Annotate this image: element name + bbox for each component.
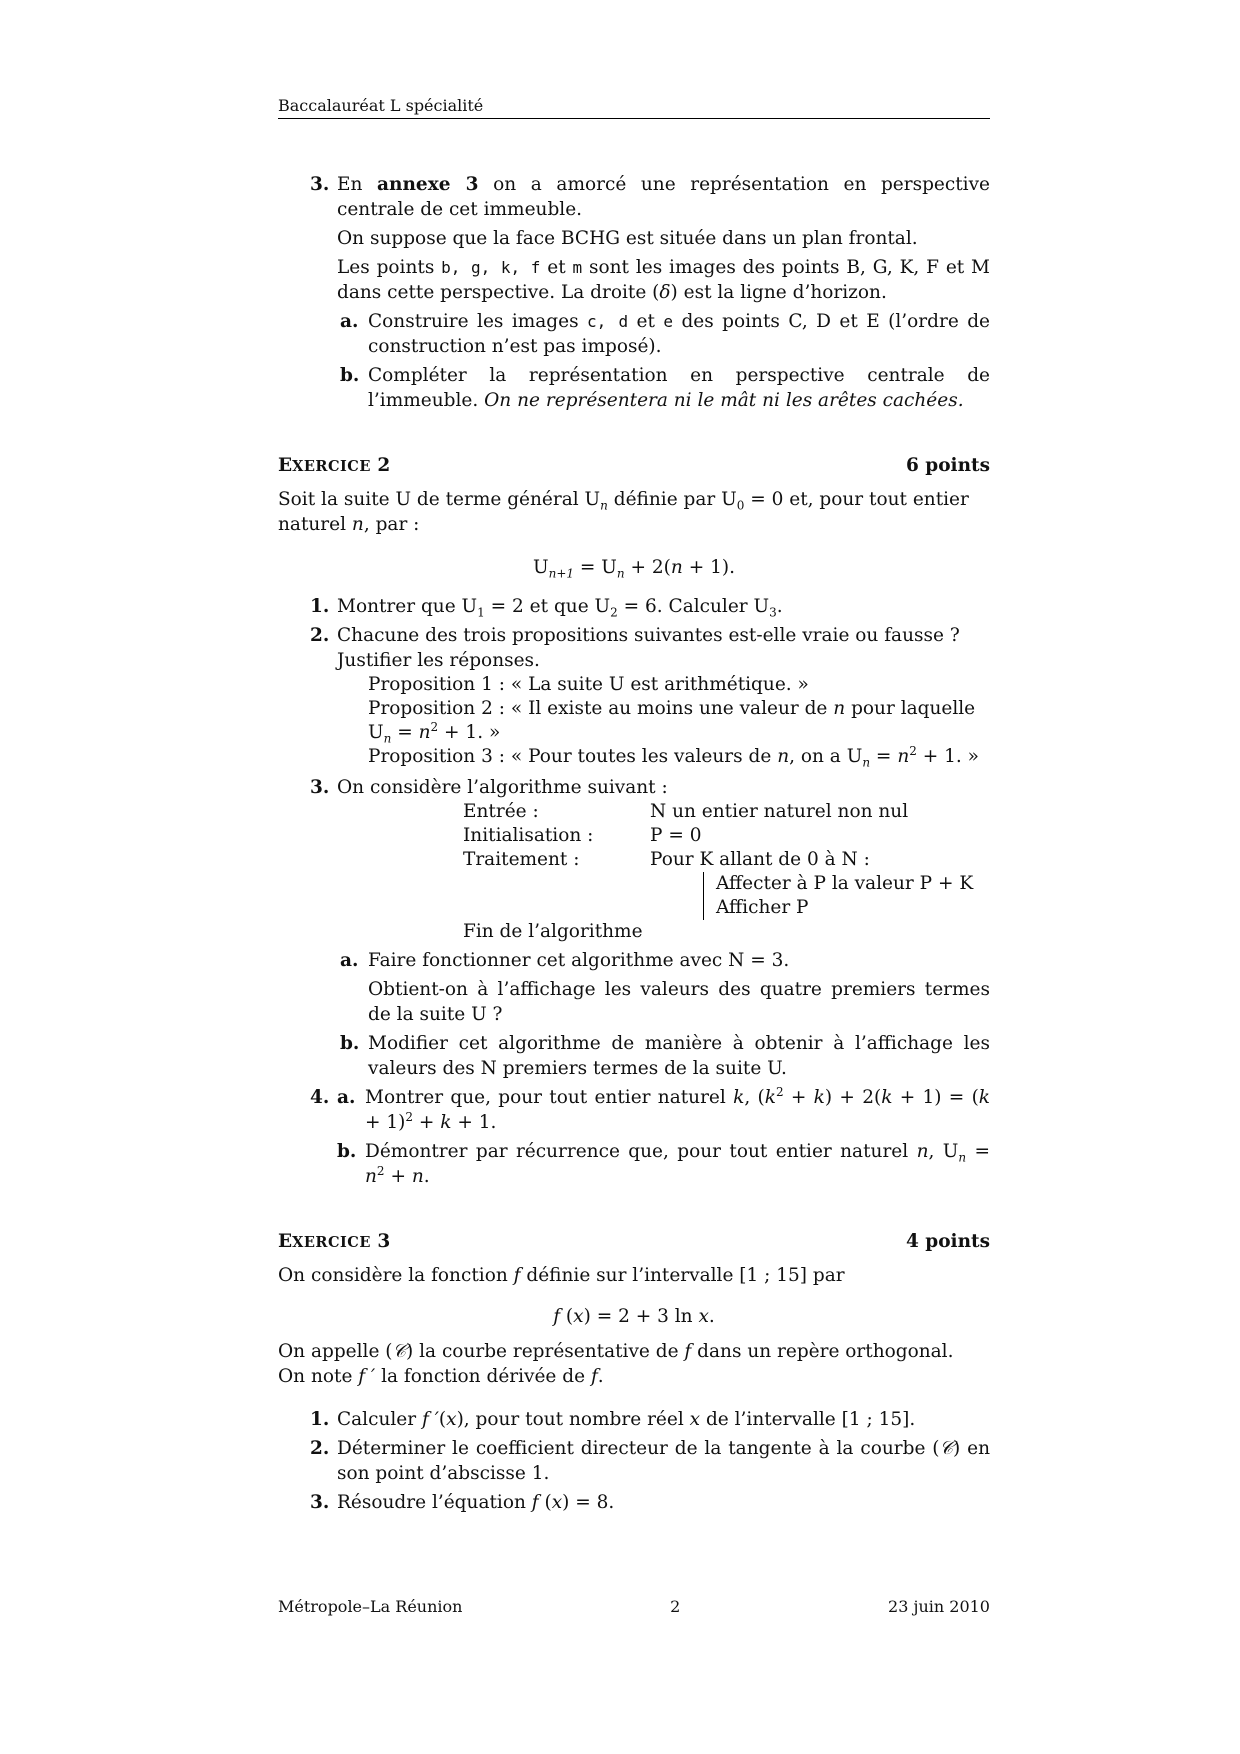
text: E: [278, 455, 293, 476]
math: + 1).: [682, 557, 735, 578]
ex1-q3: [310, 172, 990, 305]
text: Proposition 2 : « Il existe au moins une valeur de: [368, 698, 834, 719]
ex3-title: [278, 1229, 390, 1255]
ex1-q3-body: [337, 172, 990, 305]
text: E: [278, 1231, 293, 1252]
text: et: [628, 311, 664, 332]
math: n+1: [548, 566, 575, 581]
text: ) en son point d’abscisse 1.: [337, 1438, 990, 1484]
text: ) la courbe représentative de: [406, 1341, 685, 1362]
text: Résoudre l’équation: [337, 1492, 532, 1513]
algo-end: Fin de l’algorithme: [463, 921, 643, 942]
ex3-q2: [310, 1436, 990, 1486]
math: (: [560, 1306, 574, 1327]
ex3-function-formula: [278, 1304, 990, 1329]
ex3-q1: [310, 1407, 990, 1432]
math: n: [383, 731, 392, 746]
algo-input-row: [463, 800, 990, 824]
text: Chacune des trois propositions suivantes est-elle vraie ou fausse ?: [337, 625, 960, 646]
text: Justifier les réponses.: [337, 650, 540, 671]
algo-loop-line: Afficher P: [716, 897, 809, 918]
ex3-q3: [310, 1490, 990, 1515]
page-footer: [278, 1594, 990, 1619]
math: + 1): [365, 1112, 406, 1133]
text: Calculer: [337, 1409, 422, 1430]
text: Faire fonctionner cet algorithme avec N = 3.: [368, 950, 790, 971]
math: f: [684, 1341, 692, 1362]
math: n: [777, 746, 790, 767]
text: On appelle (: [278, 1341, 393, 1362]
math: n: [916, 1141, 929, 1162]
ex2-intro: [278, 487, 990, 537]
math: x: [551, 1492, 563, 1513]
text-italic: On ne représentera ni le mât ni les arêtes cachées.: [484, 390, 964, 411]
ex1-q3a-number: a.: [340, 311, 359, 332]
text: et: [540, 257, 573, 278]
ex2-q3-body: On considère l’algorithme suivant :: [337, 777, 668, 798]
ex1-q3-p1: [337, 172, 990, 222]
ex3-q2-number: 2.: [310, 1438, 330, 1459]
algo-init-row: [463, 824, 990, 848]
math: .: [423, 1166, 430, 1187]
math: k: [881, 1087, 893, 1108]
ex2-q4a-number: a.: [337, 1087, 356, 1108]
math: 2: [775, 1084, 784, 1099]
text: On considère la fonction: [278, 1265, 514, 1286]
ex3-q3-number: 3.: [310, 1492, 330, 1513]
ex2-q3b: [340, 1031, 990, 1081]
header-rule: [278, 118, 990, 119]
math: k: [440, 1112, 452, 1133]
ex1-q3b: [340, 363, 990, 413]
math: + 1.: [451, 1112, 497, 1133]
algo-label: Initialisation :: [463, 825, 594, 846]
text: Compléter la représentation en perspective centrale de l’immeuble.: [368, 365, 990, 411]
algo-value: N un entier naturel non nul: [650, 801, 909, 822]
algo-label: Traitement :: [463, 849, 580, 870]
ex2-q2-number: 2.: [310, 625, 330, 646]
algo-value: P = 0: [650, 825, 702, 846]
math-delta: δ: [659, 282, 671, 303]
text: ), pour tout nombre réel: [456, 1409, 690, 1430]
math: k: [764, 1087, 776, 1108]
math: n: [862, 755, 871, 770]
text: On note: [278, 1366, 359, 1387]
text: , par :: [363, 514, 420, 535]
math: n: [833, 698, 846, 719]
text: définie par U: [607, 489, 737, 510]
ex2-q4b-number: b.: [337, 1141, 357, 1162]
ex3-q1-number: 1.: [310, 1409, 330, 1430]
ex1-q3-number: 3.: [310, 174, 330, 195]
ex2-q4-body: [337, 1085, 990, 1189]
text: = 6. Calculer U: [617, 596, 770, 617]
math: +: [384, 1166, 412, 1187]
ex3-points: 4 points: [905, 1231, 990, 1252]
math: 2: [376, 1163, 385, 1178]
ex3-q1-body: [337, 1407, 990, 1432]
ex2-q3a: [340, 948, 990, 1027]
math: f: [531, 1492, 539, 1513]
text: la fonction dérivée de: [375, 1366, 591, 1387]
ex2-recurrence-formula: [278, 555, 990, 580]
ex2-q3a-body: [368, 948, 990, 1027]
math: 3: [769, 605, 777, 620]
page-number: 2: [670, 1597, 681, 1616]
mono-text: m: [572, 258, 583, 277]
math: k: [978, 1087, 991, 1108]
text: on a amorcé une représentation en perspective centrale de cet immeuble.: [337, 174, 990, 220]
text: .: [597, 1366, 604, 1387]
math: n: [616, 566, 625, 581]
ex3-curve-def: [278, 1339, 990, 1364]
proposition-2: [368, 697, 990, 745]
math: n: [351, 514, 364, 535]
text: définie sur l’intervalle [1 ; 15] par: [520, 1265, 845, 1286]
ex2-points: 6 points: [905, 455, 990, 476]
ex2-q4: [310, 1085, 990, 1189]
text: XERCICE: [292, 458, 371, 475]
math: (: [538, 1492, 552, 1513]
proposition-1: Proposition 1 : « La suite U est arithmétique. »: [368, 674, 809, 695]
math: f ′: [358, 1366, 376, 1387]
math: n: [600, 498, 608, 513]
ex2-q1-number: 1.: [310, 596, 330, 617]
ex2-q3a-number: a.: [340, 950, 359, 971]
math: 1: [477, 605, 485, 620]
math: 2: [610, 605, 618, 620]
ex2-q4a-body: [365, 1085, 990, 1135]
math: , (: [744, 1087, 765, 1108]
math: 0: [736, 498, 745, 513]
ex2-q4b-body: [365, 1139, 990, 1189]
math: n: [958, 1150, 967, 1165]
text: XERCICE: [292, 1234, 371, 1251]
ex2-title: [278, 453, 390, 479]
algo-label: Entrée :: [463, 801, 539, 822]
text: Proposition 3 : « Pour toutes les valeurs de: [368, 746, 778, 767]
ex2-q4b: [337, 1139, 990, 1189]
math: U: [368, 722, 384, 743]
math: k: [733, 1087, 745, 1108]
ex1-q3a-body: [368, 309, 990, 359]
ex3-q3-body: [337, 1490, 990, 1515]
math: =: [966, 1141, 990, 1162]
ex2-q2: [310, 623, 990, 673]
math: ) = 2 + 3 ln: [583, 1306, 699, 1327]
text: Les points: [337, 257, 442, 278]
text: des points C, D et E (l’ordre de construction n’est pas imposé).: [368, 311, 990, 357]
ex2-q4-number: 4.: [310, 1087, 330, 1108]
ex2-q3b-body: Modifier cet algorithme de manière à obtenir à l’affichage les valeurs des N premiers termes de la suite U.: [368, 1033, 990, 1079]
text: = 0 et, pour tout entier naturel: [278, 489, 969, 535]
text: , on a U: [789, 746, 863, 767]
math: 2: [430, 719, 439, 734]
math: 𝒞: [939, 1438, 954, 1459]
text: pour laquelle: [845, 698, 976, 719]
math: (: [438, 1409, 447, 1430]
ex2-q1-body: [337, 594, 990, 619]
text: Démontrer par récurrence que, pour tout entier naturel: [365, 1141, 917, 1162]
page-content: [278, 172, 990, 1515]
math: f: [513, 1265, 521, 1286]
text: + 1. »: [916, 746, 979, 767]
ex3-heading: [278, 1229, 990, 1255]
ex1-q3-p2: On suppose que la face BCHG est située dans un plan frontal.: [337, 228, 918, 249]
algo-processing-row: [463, 848, 990, 872]
ex2-q1: [310, 594, 990, 619]
text: Déterminer le coefficient directeur de la tangente à la courbe (: [337, 1438, 940, 1459]
math: = U: [574, 557, 617, 578]
math: + 1) = (: [892, 1087, 979, 1108]
text: de l’intervalle [1 ; 15].: [700, 1409, 916, 1430]
ex1-q3a: [340, 309, 990, 359]
algo-loop-line: Affecter à P la valeur P + K: [716, 873, 974, 894]
ex2-q3-number: 3.: [310, 777, 330, 798]
math: n: [365, 1166, 377, 1187]
ex2-q3: [310, 775, 990, 800]
math: n: [670, 557, 683, 578]
text-bold: annexe 3: [377, 174, 479, 195]
math: , U: [928, 1141, 959, 1162]
ex2-q4a: [337, 1085, 990, 1135]
math: f: [553, 1306, 561, 1327]
text: .: [776, 596, 783, 617]
math: k: [813, 1087, 825, 1108]
footer-left: Métropole–La Réunion: [278, 1597, 463, 1616]
math: x: [446, 1409, 457, 1430]
text: 3: [377, 1231, 391, 1252]
text: sont les images des points B, G, K, F et M dans cette perspective. La droite (: [337, 257, 990, 303]
algo-value: Pour K allant de 0 à N :: [650, 849, 870, 870]
text: Montrer que U: [337, 596, 478, 617]
math: U: [533, 557, 549, 578]
math: n: [418, 722, 431, 743]
ex3-derivative-def: [278, 1364, 990, 1389]
algorithm-block: [463, 800, 990, 872]
text: Soit la suite U de terme général U: [278, 489, 601, 510]
math: ) + 2(: [824, 1087, 882, 1108]
math: n: [897, 746, 910, 767]
mono-text: b, g, k, f: [441, 258, 541, 277]
text: 2: [377, 455, 391, 476]
ex2-propositions: [368, 673, 990, 769]
ex3-intro: [278, 1263, 990, 1288]
math: 𝒞: [392, 1341, 407, 1362]
math: ) = 8.: [562, 1492, 615, 1513]
math: x: [573, 1306, 584, 1327]
math: =: [391, 722, 419, 743]
math: f ′: [421, 1409, 439, 1430]
ex2-heading: [278, 453, 990, 479]
math: + 2(: [624, 557, 671, 578]
algo-loop-body: [703, 872, 990, 920]
ex1-q3-p3: [337, 255, 990, 305]
math: n: [411, 1166, 424, 1187]
running-header: Baccalauréat L spécialité: [278, 96, 484, 115]
text: En: [337, 174, 378, 195]
math: +: [783, 1087, 814, 1108]
math: 2: [909, 743, 917, 758]
text: Construire les images: [368, 311, 588, 332]
ex1-q3b-number: b.: [340, 365, 360, 386]
ex1-q3b-body: [368, 363, 990, 413]
ex3-q2-body: [337, 1436, 990, 1486]
math: f: [590, 1366, 598, 1387]
text: ) est la ligne d’horizon.: [670, 282, 887, 303]
ex2-q3b-number: b.: [340, 1033, 360, 1054]
math: +: [413, 1112, 441, 1133]
math: 2: [405, 1109, 414, 1124]
mono-text: e: [663, 312, 674, 331]
text: + 1. »: [438, 722, 501, 743]
mono-text: c, d: [587, 312, 629, 331]
ex2-q2-body: [337, 623, 990, 673]
text: dans un repère orthogonal.: [691, 1341, 954, 1362]
math: x: [698, 1306, 709, 1327]
text: Montrer que, pour tout entier naturel: [365, 1087, 734, 1108]
math: .: [708, 1306, 715, 1327]
text: = 2 et que U: [484, 596, 611, 617]
math: x: [689, 1409, 701, 1430]
math: =: [870, 746, 898, 767]
text: Obtient-on à l’affichage les valeurs des quatre premiers termes de la suite U ?: [368, 979, 990, 1025]
proposition-3: [368, 745, 990, 769]
footer-date: 23 juin 2010: [888, 1597, 990, 1616]
